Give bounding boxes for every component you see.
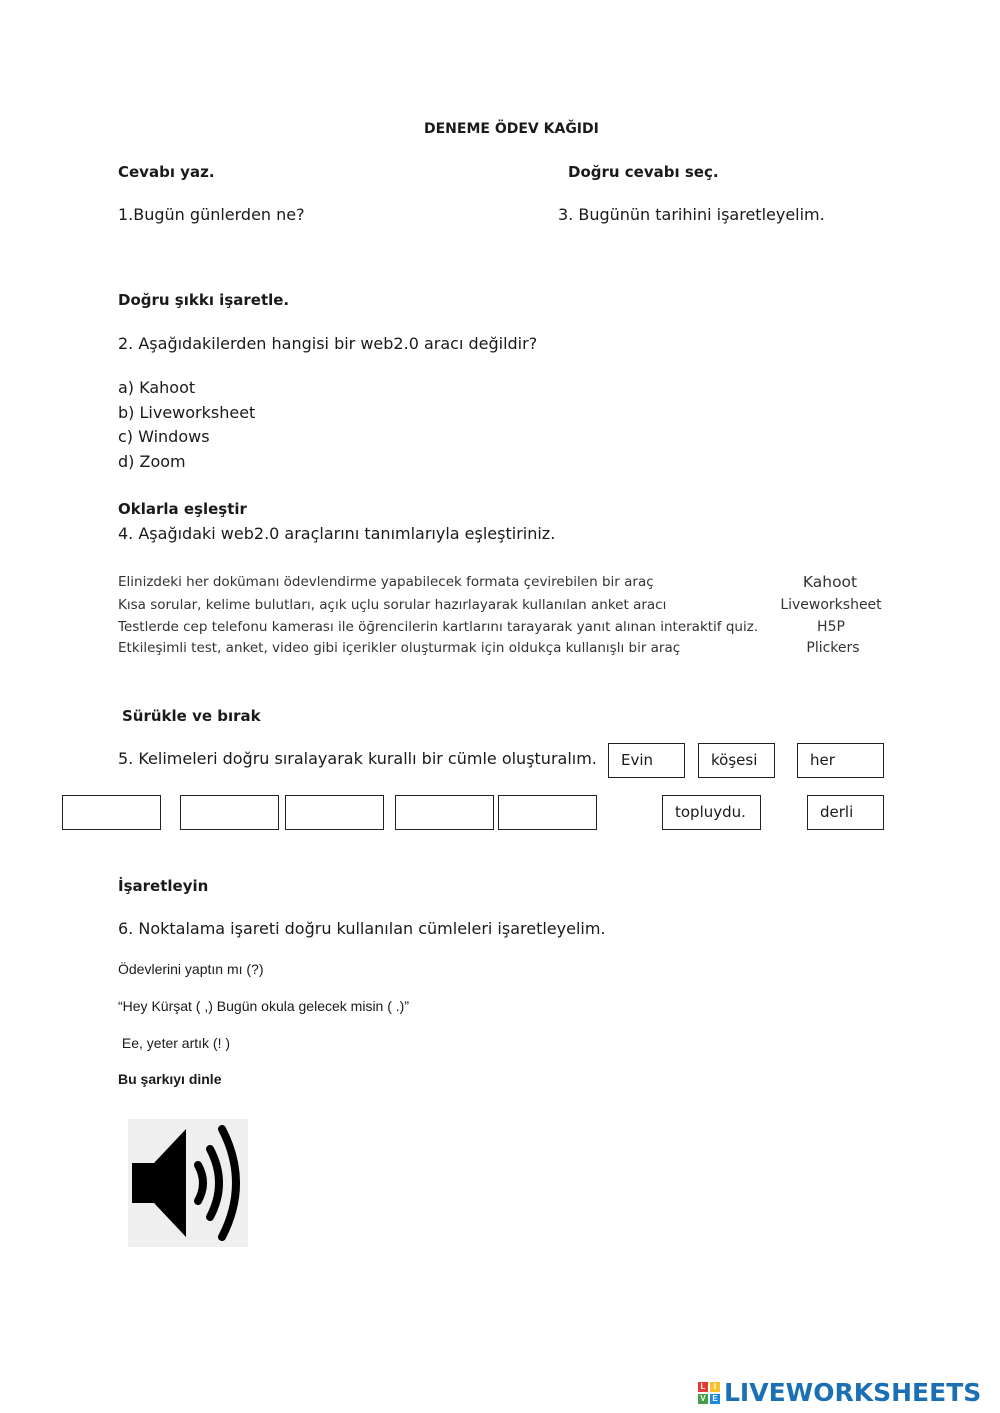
listen-heading: Bu şarkıyı dinle <box>118 1071 222 1087</box>
liveworksheets-logo <box>698 1378 981 1407</box>
word-tile-kosesi[interactable]: köşesi <box>698 743 775 778</box>
word-tile-topluydu[interactable]: topluydu. <box>662 795 761 830</box>
drop-slot-4[interactable] <box>395 795 494 830</box>
question-5: 5. Kelimeleri doğru sıralayarak kurallı bir cümle oluşturalım. <box>118 749 597 768</box>
logo-letter-i: I <box>710 1382 720 1392</box>
option-b[interactable]: b) Liveworksheet <box>118 402 256 422</box>
page-title: DENEME ÖDEV KAĞIDI <box>424 121 599 137</box>
option-c[interactable]: c) Windows <box>118 427 210 446</box>
sentence-1[interactable]: Ödevlerini yaptın mı (?) <box>118 961 264 977</box>
definition-4[interactable]: Etkileşimli test, anket, video gibi içerikler oluşturmak için oldukça kullanışlı bir araç <box>118 640 681 656</box>
drop-slot-5[interactable] <box>498 795 597 830</box>
mark-heading: İşaretleyin <box>118 877 209 895</box>
option-d[interactable]: d) Zoom <box>118 451 186 471</box>
sentence-2[interactable]: “Hey Kürşat ( ,) Bugün okula gelecek misin ( .)” <box>118 998 409 1014</box>
matching-heading: Oklarla eşleştir <box>118 500 247 518</box>
choose-correct-heading: Doğru cevabı seç. <box>568 163 719 181</box>
logo-letter-l: L <box>698 1382 708 1392</box>
options-list <box>118 376 255 474</box>
tool-liveworksheet[interactable]: Liveworksheet <box>780 597 882 613</box>
tool-h5p[interactable]: H5P <box>817 619 845 635</box>
definition-1[interactable]: Elinizdeki her dokümanı ödevlendirme yapabilecek formata çevirebilen bir araç <box>118 574 654 590</box>
tool-plickers[interactable]: Plickers <box>806 640 860 656</box>
logo-letter-e: E <box>710 1394 720 1404</box>
speaker-svg <box>128 1119 248 1247</box>
tool-kahoot[interactable]: Kahoot <box>802 573 858 591</box>
drop-slot-2[interactable] <box>180 795 279 830</box>
speaker-icon[interactable] <box>128 1119 248 1247</box>
multiple-choice-heading: Doğru şıkkı işaretle. <box>118 291 290 309</box>
logo-letter-v: V <box>698 1394 708 1404</box>
question-3: 3. Bugünün tarihini işaretleyelim. <box>558 205 825 224</box>
definition-3[interactable]: Testlerde cep telefonu kamerası ile öğrencilerin kartlarını tarayarak yanıt alınan interaktif quiz. <box>118 619 759 635</box>
definition-2[interactable]: Kısa sorular, kelime bulutları, açık uçlu sorular hazırlayarak kullanılan anket aracı <box>118 597 667 613</box>
logo-squares <box>698 1382 720 1404</box>
option-a[interactable]: a) Kahoot <box>118 378 196 397</box>
sentence-3[interactable]: Ee, yeter artık (! ) <box>118 1035 231 1051</box>
drop-slot-1[interactable] <box>62 795 161 830</box>
word-tile-her[interactable]: her <box>797 743 884 778</box>
word-tile-evin[interactable]: Evin <box>608 743 685 778</box>
logo-text: LIVEWORKSHEETS <box>724 1378 982 1407</box>
question-4: 4. Aşağıdaki web2.0 araçlarını tanımlarıyla eşleştiriniz. <box>118 524 556 543</box>
question-2: 2. Aşağıdakilerden hangisi bir web2.0 aracı değildir? <box>118 334 538 353</box>
question-6: 6. Noktalama işareti doğru kullanılan cümleleri işaretleyelim. <box>118 919 606 938</box>
word-tile-derli[interactable]: derli <box>807 795 884 830</box>
drop-slot-3[interactable] <box>285 795 384 830</box>
write-answer-heading: Cevabı yaz. <box>118 163 215 181</box>
drag-drop-heading: Sürükle ve bırak <box>122 707 261 725</box>
question-1: 1.Bugün günlerden ne? <box>118 205 305 224</box>
